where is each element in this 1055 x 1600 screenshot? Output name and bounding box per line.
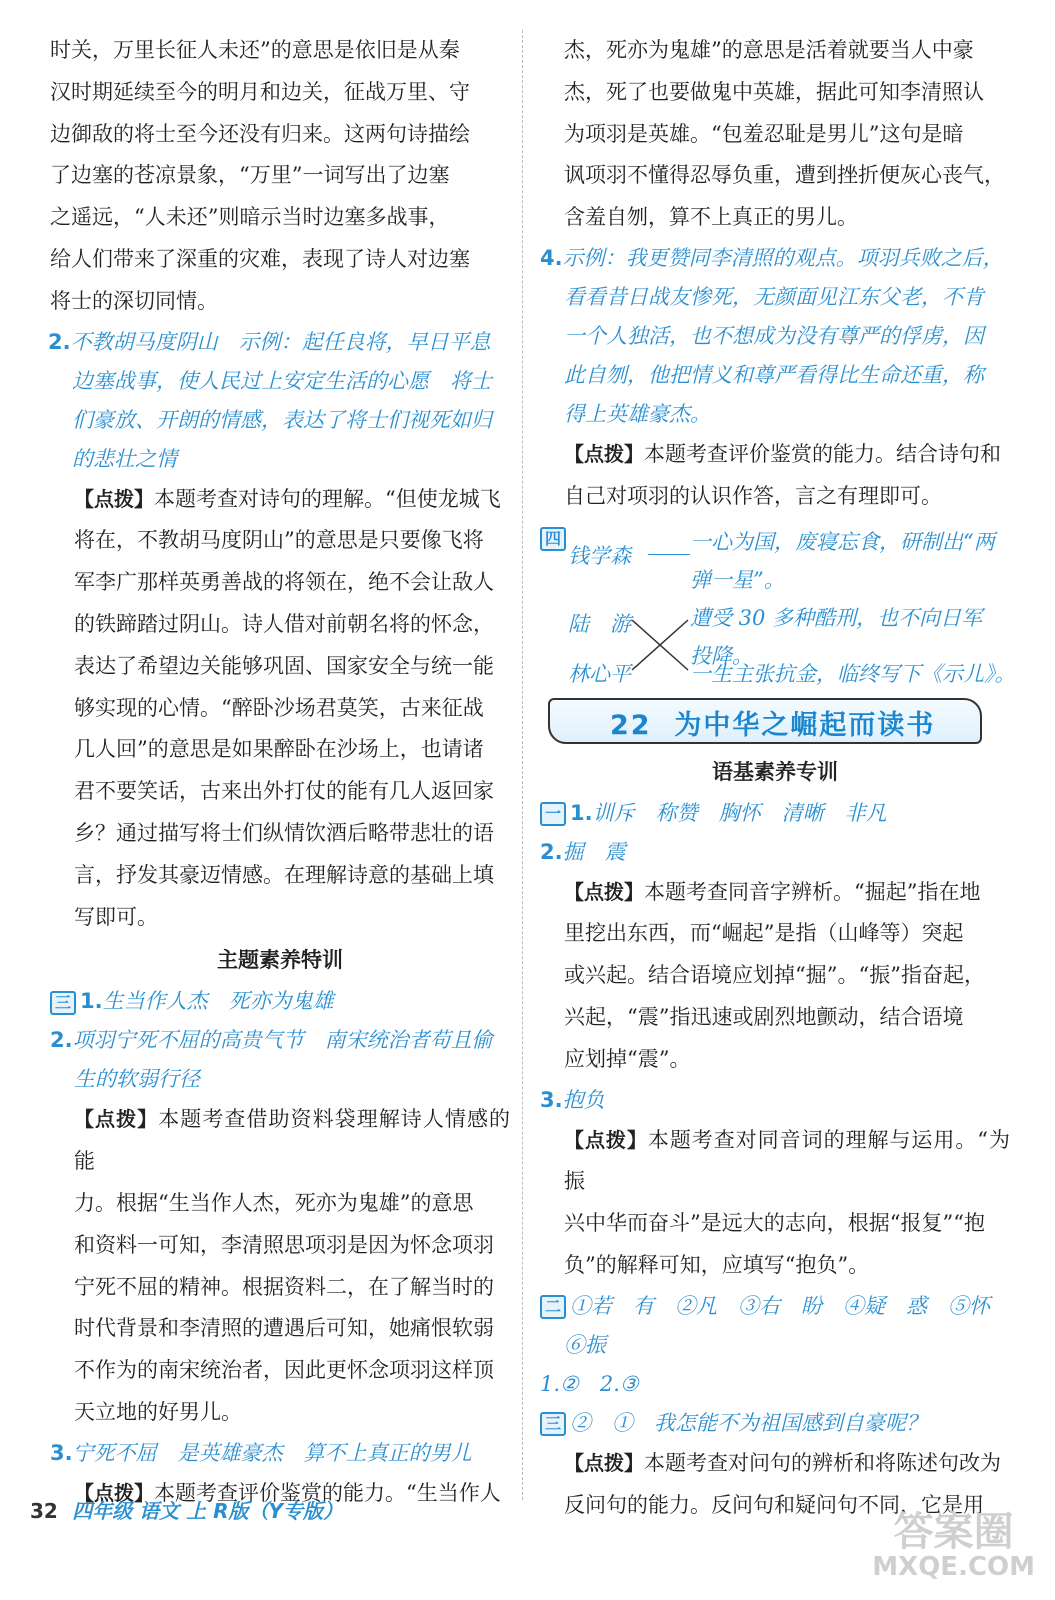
tip-line: 本题考查评价鉴赏的能力。“生当作人 xyxy=(154,1480,501,1505)
left-column xyxy=(50,30,510,1515)
section-3-q1 xyxy=(50,982,510,1021)
tip-line: 里挖出东西，而“崛起”是指（山峰等）突起 xyxy=(564,921,964,946)
question-number: 2. xyxy=(50,1028,73,1053)
section-1-q3 xyxy=(540,1081,1010,1120)
tip-line: 力。根据“生当作人杰，死亦为鬼雄”的意思 xyxy=(74,1190,474,1215)
answer-line: 示例：我更赞同李清照的观点。项羽兵败之后， xyxy=(562,245,1004,270)
question-4 xyxy=(540,239,1010,434)
tip-line: 本题考查评价鉴赏的能力。结合诗句和 xyxy=(644,441,1001,466)
answer-line: 生当作人杰 死亦为鬼雄 xyxy=(102,989,334,1014)
match-person: 陆 游 xyxy=(568,611,631,636)
text-line: 给人们带来了深重的灾难，表现了诗人对边塞 xyxy=(50,246,470,271)
question-2 xyxy=(48,323,510,479)
section-3-q3 xyxy=(50,1434,510,1473)
tip-line: 负”的解释可知，应填写“抱负”。 xyxy=(564,1252,870,1277)
section-1-q3-tip xyxy=(540,1120,1010,1287)
question-number: 3. xyxy=(540,1087,563,1112)
page-number: 32 xyxy=(30,1499,58,1523)
right-column xyxy=(540,30,1016,1526)
text-line: 将士的深切同情。 xyxy=(50,288,218,313)
matching-exercise xyxy=(540,518,1016,688)
section-1-q2-tip xyxy=(540,872,1010,1081)
right-top-paragraph xyxy=(540,30,1010,239)
answer-line: 生的软弱行径 xyxy=(74,1067,200,1092)
tip-line: 反问句的能力。反问句和疑问句不同，它是用 xyxy=(564,1492,984,1517)
tip-line: 本题考查对问句的辨析和将陈述句改为 xyxy=(644,1450,1001,1475)
tip-line: 不作为的南宋统治者，因此更怀念项羽这样顶 xyxy=(74,1358,494,1383)
tip-line: 本题考查借助资料袋理解诗人情感的能 xyxy=(74,1107,511,1174)
text-line: 讽项羽不懂得忍辱负重，遭到挫折便灰心丧气， xyxy=(564,163,1005,188)
tip-line: 写即可。 xyxy=(74,904,158,929)
book-brand: 四年级 语文 上 R版（Y专版） xyxy=(72,1499,343,1523)
section-2 xyxy=(540,1287,1010,1404)
answer-line: 一个人独活，也不想成为没有尊严的俘虏，因 xyxy=(564,323,984,348)
left-top-paragraph xyxy=(50,30,510,323)
answer-line: 看看昔日战友惨死，无颜面见江东父老，不肯 xyxy=(564,284,984,309)
answer-line: 此自刎，他把情义和尊严看得比生命还重，称 xyxy=(564,362,984,387)
answer-line: ⑥振 xyxy=(564,1332,606,1357)
tip-line: 时代背景和李清照的遭遇后可知，她痛恨软弱 xyxy=(74,1316,494,1341)
section-3-q2 xyxy=(50,1021,510,1099)
watermark-text: 答案圈 xyxy=(893,1509,1014,1555)
tip-line: 言，抒发其豪迈情感。在理解诗意的基础上填 xyxy=(74,862,494,887)
tip-line: 天立地的好男儿。 xyxy=(74,1399,242,1424)
section-1-q1 xyxy=(540,794,1010,872)
question-number: 1. xyxy=(80,989,103,1014)
tip-line: 本题考查同音字辨析。“掘起”指在地 xyxy=(644,879,981,904)
tip-line: 本题考查对同音词的理解与运用。“为振 xyxy=(564,1127,1011,1194)
tip-tag: 【点拨】 xyxy=(564,1127,648,1152)
question-4-tip xyxy=(540,434,1010,518)
text-line: 之遥远，“人未还”则暗示当时边塞多战事， xyxy=(50,205,450,230)
answer-line: 得上英雄豪杰。 xyxy=(564,401,711,426)
answer-line: ② ① 我怎能不为祖国感到自豪呢？ xyxy=(570,1410,927,1435)
match-cross-lines xyxy=(630,606,692,678)
page-footer xyxy=(30,1495,343,1524)
tip-line: 军李广那样英勇善战的将领在，绝不会让敌人 xyxy=(74,570,494,595)
lesson-banner xyxy=(548,698,982,744)
answer-line: 项羽宁死不屈的高贵气节 南宋统治者苟且偷 xyxy=(72,1028,493,1053)
section-3-q2-tip xyxy=(50,1099,510,1433)
tip-tag: 【点拨】 xyxy=(564,879,644,904)
tip-line: 宁死不屈的精神。根据资料二，在了解当时的 xyxy=(74,1274,494,1299)
answer-line: 训斥 称赞 胸怀 清晰 非凡 xyxy=(592,800,887,825)
section-3 xyxy=(540,1404,1010,1443)
tip-line: 君不要笑话，古来出外打仗的能有几人返回家 xyxy=(74,779,494,804)
watermark-logo xyxy=(872,1510,1035,1580)
answer-line: ①若 有 ②凡 ③右 盼 ④疑 惑 ⑤怀 xyxy=(570,1293,990,1318)
answer-line: 的悲壮之情 xyxy=(72,446,177,471)
text-line: 汉时期延续至今的明月和边关，征战万里、守 xyxy=(50,79,470,104)
section-marker-icon: 三 xyxy=(540,1412,566,1436)
tip-line: 几人回”的意思是如果醉卧在沙场上，也请诸 xyxy=(74,737,484,762)
tip-line: 本题考查对诗句的理解。“但使龙城飞 xyxy=(154,486,501,511)
tip-tag: 【点拨】 xyxy=(564,441,644,466)
watermark-url: MXQE.COM xyxy=(872,1552,1035,1582)
text-line: 为项羽是英雄。“包羞忍耻是男儿”这句是暗 xyxy=(564,121,964,146)
tip-line: 够实现的心情。“醉卧沙场君莫笑，古来征战 xyxy=(74,695,484,720)
question-number: 2. xyxy=(540,839,563,864)
text-line: 含羞自刎，算不上真正的男儿。 xyxy=(564,205,858,230)
match-line xyxy=(648,554,690,555)
section-marker-icon: 二 xyxy=(540,1295,566,1319)
tip-line: 自己对项羽的认识作答，言之有理即可。 xyxy=(564,483,942,508)
text-line: 了边塞的苍凉景象，“万里”一词写出了边塞 xyxy=(50,163,450,188)
question-number: 3. xyxy=(50,1440,73,1465)
match-description: 弹一星”。 xyxy=(690,567,785,592)
section-marker-icon: 四 xyxy=(540,527,566,551)
tip-line: 和资料一可知，李清照思项羽是因为怀念项羽 xyxy=(74,1232,494,1257)
subheading: 语基素养专训 xyxy=(712,759,838,784)
answer-line: 1.② 2.③ xyxy=(540,1371,639,1396)
lesson-number: 22 xyxy=(610,709,652,741)
question-number: 1. xyxy=(570,800,593,825)
text-line: 杰，死了也要做鬼中英雄，据此可知李清照认 xyxy=(564,79,984,104)
tip-tag: 【点拨】 xyxy=(74,1480,154,1505)
tip-tag: 【点拨】 xyxy=(74,486,154,511)
lesson-title-text: 为中华之崛起而读书 xyxy=(674,709,936,741)
text-line: 时关，万里长征人未还”的意思是依旧是从秦 xyxy=(50,38,460,62)
tip-line: 兴起，“震”指迅速或剧烈地颤动，结合语境 xyxy=(564,1004,964,1029)
match-description: 一生主张抗金，临终写下《示儿》。 xyxy=(690,661,1016,686)
match-description: 投降。 xyxy=(690,643,753,668)
answer-line: 们豪放、开朗的情感，表达了将士们视死如归 xyxy=(72,407,492,432)
match-person: 林心平 xyxy=(568,661,631,686)
tip-line: 乡？通过描写将士们纵情饮酒后略带悲壮的语 xyxy=(74,820,494,845)
tip-tag: 【点拨】 xyxy=(564,1450,644,1475)
section-marker-icon: 一 xyxy=(540,802,566,826)
match-person: 钱学森 xyxy=(568,543,631,568)
answer-line: 掘 震 xyxy=(562,839,626,864)
match-description: 遭受 30 多种酷刑，也不向日军 xyxy=(690,605,983,630)
tip-tag: 【点拨】 xyxy=(74,1107,159,1132)
tip-line: 应划掉“震”。 xyxy=(564,1046,691,1071)
tip-line: 将在，不教胡马度阴山”的意思是只要像飞将 xyxy=(74,528,484,553)
section-marker-icon: 三 xyxy=(50,991,76,1015)
question-number: 2. xyxy=(48,329,71,354)
section-title: 主题素养特训 xyxy=(217,948,343,973)
lesson-title xyxy=(610,703,935,742)
match-description: 一心为国，废寝忘食，研制出“两 xyxy=(690,529,995,554)
text-line: 边御敌的将士至今还没有归来。这两句诗描绘 xyxy=(50,121,470,146)
text-line: 杰，死亦为鬼雄”的意思是活着就要当人中豪 xyxy=(564,38,974,62)
tip-line: 表达了希望边关能够巩固、国家安全与统一能 xyxy=(74,653,494,678)
tip-line: 兴中华而奋斗”是远大的志向，根据“报复”“抱 xyxy=(564,1211,985,1236)
answer-line: 宁死不屈 是英雄豪杰 算不上真正的男儿 xyxy=(72,1440,472,1465)
tip-line: 或兴起。结合语境应划掉“掘”。“振”指奋起， xyxy=(564,963,985,988)
column-divider xyxy=(522,30,523,1500)
answer-line: 边塞战事，使人民过上安定生活的心愿 将士 xyxy=(72,368,492,393)
answer-line: 不教胡马度阴山 示例：起任良将，早日平息 xyxy=(70,329,491,354)
question-number: 4. xyxy=(540,245,563,270)
question-2-tip xyxy=(50,479,510,939)
answer-line: 抱负 xyxy=(562,1087,605,1112)
tip-line: 的铁蹄踏过阴山。诗人借对前朝名将的怀念， xyxy=(74,611,494,636)
